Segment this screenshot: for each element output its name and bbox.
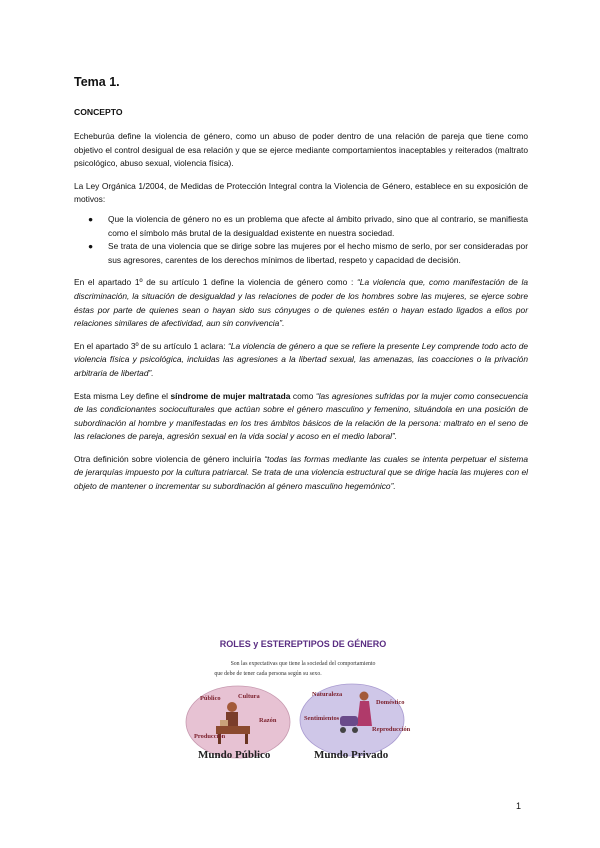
- legal-quote: “La violencia de género a que se refiere la presente Ley comprende todo acto de violencia física y psicológica, incluidas las agresiones a la libertad sexual, las amenazas, las coacciones o la privación arbitraria de libertad”.: [74, 340, 529, 378]
- paragraph-connector: como: [290, 390, 316, 401]
- list-item: [88, 240, 528, 267]
- figure-title: ROLES y ESTEREPTIPOS DE GÉNERO: [219, 639, 387, 649]
- paragraph-ley-organica: La Ley Orgánica 1/2004, de Medidas de Protección Integral contra la Violencia de Género, establece en su exposición de motivos:: [74, 180, 528, 205]
- definition-quote: “todas las formas mediante las cuales se intenta perpetuar el sistema de jerarquías impuesto por la cultura patriarcal. Se trata de una violencia estructural que se dirige hacia las mujeres con el objeto de mantener o incrementar su subordinación al género masculino hegemónico”.: [74, 453, 528, 492]
- figure-subtitle: que debe de tener cada persona según su sexo.: [214, 671, 322, 677]
- figure-subtitle: Son las expectativas que tiene la sociedad del comportamiento: [230, 661, 376, 667]
- paragraph-otra-definicion: [74, 453, 528, 494]
- bullet-icon: ●: [88, 213, 94, 224]
- section-heading: CONCEPTO: [74, 107, 123, 117]
- public-world-label: Mundo Público: [198, 749, 271, 761]
- paragraph-intro: En el apartado 1º de su artículo 1 define la violencia de género como :: [74, 277, 357, 288]
- document-body: [74, 74, 528, 503]
- legal-quote: “La violencia que, como manifestación de la discriminación, la situación de desigualdad y las relaciones de poder de los hombres sobre las mujeres, se ejerce sobre éstas por parte de quienes sean o hayan sido sus cónyuges o de quienes estén o hayan estado ligados a ellos por relaciones similares de afectividad, aun sin convivencia”.: [74, 277, 528, 329]
- list-item: [88, 213, 528, 240]
- private-world-label: Mundo Privado: [314, 749, 389, 761]
- list-item-text: Se trata de una violencia que se dirige sobre las mujeres por el hecho mismo de serlo, por ser consideradas por sus agresores, carentes de los derechos mínimos de libertad, respeto y capacidad de decisión.: [108, 241, 528, 265]
- role-word: Naturaleza: [312, 691, 343, 698]
- gender-roles-figure: [180, 634, 426, 766]
- paragraph-intro: En el apartado 3º de su artículo 1 aclara:: [74, 340, 229, 351]
- paragraph-sindrome: [74, 390, 528, 444]
- paragraph-intro: Otra definición sobre violencia de género incluiría: [74, 453, 265, 464]
- document-title: Tema 1.: [74, 75, 120, 89]
- role-word: Producción: [194, 733, 226, 740]
- role-word: Razón: [259, 717, 277, 724]
- list-item-text: Que la violencia de género no es un problema que afecte al ámbito privado, sino que al contrario, se manifiesta como el símbolo más brutal de la desigualdad existente en nuestra sociedad.: [108, 213, 528, 238]
- role-word: Público: [200, 695, 221, 702]
- role-word: Doméstico: [376, 699, 405, 706]
- role-word: Sentimientos: [304, 715, 340, 722]
- role-word: Reproducción: [372, 726, 411, 733]
- role-word: Cultura: [238, 693, 260, 700]
- motives-list: [74, 213, 528, 267]
- paragraph-intro: Esta misma Ley define el: [74, 390, 171, 401]
- paragraph-articulo-1-1: [74, 276, 528, 330]
- page-number: 1: [516, 801, 522, 811]
- paragraph-articulo-1-3: [74, 340, 528, 381]
- legal-quote: “las agresiones sufridas por la mujer como consecuencia de las condicionantes socioculturales que actúan sobre el género masculino y femenino, situándola en una posición de subordinación al hombre y manifestadas en los tres ámbitos básicos de la relación de la persona: maltrato en el seno de las relaciones de pareja, agresión sexual en la vida social y acoso en el medio laboral”.: [74, 390, 528, 442]
- highlighted-term: síndrome de mujer maltratada: [170, 390, 291, 401]
- paragraph-echeburua: Echeburúa define la violencia de género, como un abuso de poder dentro de una relación de pareja que tiene como objetivo el control desigual de esa relación y que se ejerce mediante comportamientos inaceptables y reiterados (maltrato psicológico, abuso sexual, violencia física).: [74, 131, 528, 169]
- bullet-icon: ●: [88, 241, 94, 252]
